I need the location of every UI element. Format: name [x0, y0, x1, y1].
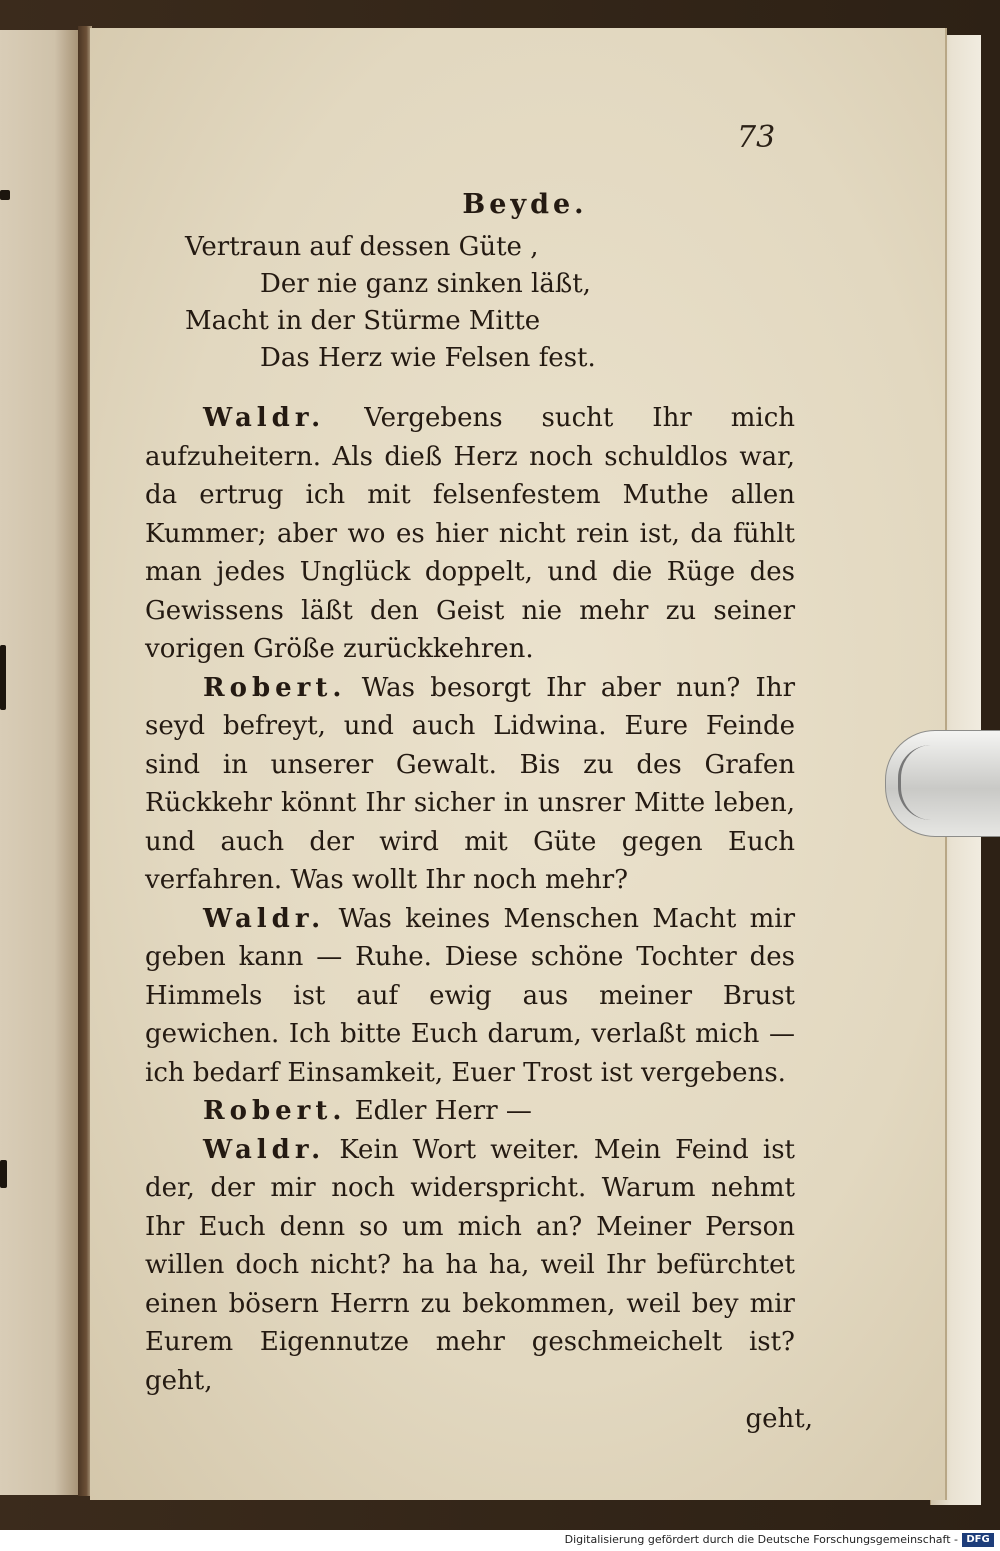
footer-bar [0, 1530, 1000, 1551]
dialogue-text: Was besorgt Ihr aber nun? Ihr seyd befreyt, und auch Lidwina. Eure Feinde sind in unserer Gewalt. Bis zu des Grafen Rückkehr könnt Ihr sicher in unsrer Mitte leben, und auch der wird mit Güte gegen Euch verfahren. Was wollt Ihr noch mehr? [145, 672, 795, 895]
left-page-fragment [0, 30, 81, 1495]
left-page-ink-mark [0, 190, 10, 200]
footer-credit: Digitalisierung gefördert durch die Deutsche Forschungsgemeinschaft - [564, 1533, 958, 1546]
dialogue-paragraph [145, 1131, 795, 1401]
left-page-ink-mark [0, 645, 6, 710]
page-number: 73 [737, 120, 776, 155]
speaker-heading: Beyde. [462, 189, 588, 220]
dialogue-paragraph [145, 900, 795, 1093]
dialogue-text: Vergebens sucht Ihr mich aufzuheitern. Als dieß Herz noch schuldlos war, da ertrug ich mit felsenfestem Muthe allen Kummer; aber wo es hier nicht rein ist, da fühlt man jedes Unglück doppelt, und die Rüge des Gewissens läßt den Geist nie mehr zu seiner vorigen Größe zurückkehren. [145, 403, 795, 664]
dialogue-paragraph [145, 399, 795, 669]
dialogue-text: Was keines Menschen Macht mir geben kann — Ruhe. Diese schöne Tochter des Himmels ist auf ewig aus meiner Brust gewichen. Ich bitte Euch darum, verlaßt mich — ich bedarf Einsamkeit, Euer Trost ist vergebens. [145, 903, 796, 1088]
verse-line: Macht in der Stürme Mitte [185, 306, 541, 336]
speaker-name: Robert. [203, 672, 347, 703]
dialogue-text: Kein Wort weiter. Mein Feind ist der, der mir noch widerspricht. Warum nehmt Ihr Euch denn so um mich an? Meiner Person willen doch nicht? ha ha ha, weil Ihr befürchtet einen bösern Herrn zu bekommen, weil bey mir Eurem Eigennutze mehr geschmeichelt ist? geht, [145, 1134, 796, 1396]
speaker-name: Waldr. [203, 403, 326, 433]
verse-line: Das Herz wie Felsen fest. [260, 343, 596, 373]
page-holder-clip [885, 730, 1000, 837]
verse-block [145, 229, 795, 377]
verse-line: Der nie ganz sinken läßt, [260, 269, 591, 299]
dfg-logo-icon: DFG [962, 1533, 994, 1547]
dialogue-paragraph [145, 1092, 795, 1131]
speaker-name: Waldr. [203, 903, 326, 934]
dialogue-text: Edler Herr — [354, 1096, 532, 1126]
speaker-name: Robert. [203, 1096, 347, 1126]
clip-notch [898, 745, 931, 820]
dialogue-paragraph [145, 669, 795, 900]
speaker-name: Waldr. [203, 1134, 326, 1165]
catchword: geht, [745, 1404, 813, 1434]
left-page-ink-mark [0, 1160, 7, 1188]
verse-line: Vertraun auf dessen Güte , [185, 232, 539, 262]
page-text [145, 185, 813, 1438]
